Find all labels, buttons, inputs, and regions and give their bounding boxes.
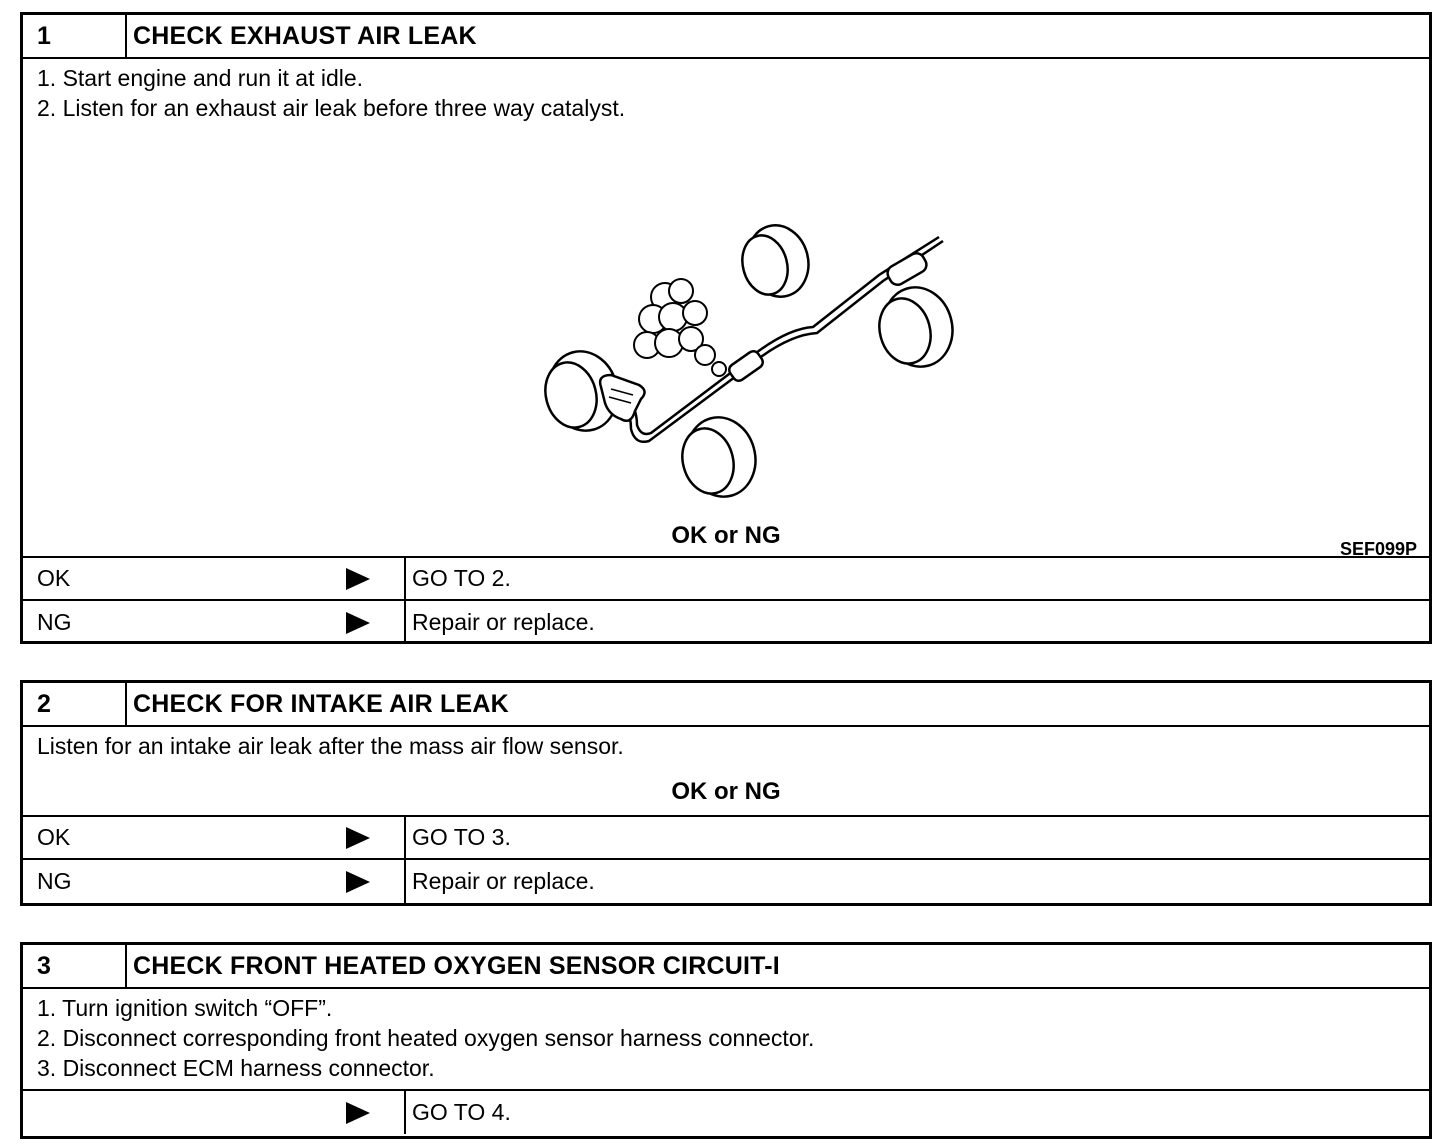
arrow-right-icon bbox=[346, 612, 370, 634]
step-title: CHECK FOR INTAKE AIR LEAK bbox=[133, 689, 509, 718]
result-row-ng bbox=[23, 860, 1429, 903]
step-number: 2 bbox=[23, 683, 127, 725]
step-title: CHECK FRONT HEATED OXYGEN SENSOR CIRCUIT-I bbox=[133, 951, 780, 980]
condition-label: OK bbox=[37, 565, 71, 591]
instruction-line: Listen for an intake air leak after the mass air flow sensor. bbox=[37, 733, 624, 759]
result-condition bbox=[23, 817, 406, 858]
result-row-next bbox=[23, 1091, 1429, 1134]
figure-reference: SEF099P bbox=[1339, 539, 1417, 559]
step-body bbox=[23, 989, 1429, 1091]
step-block-2 bbox=[20, 680, 1432, 906]
condition-label: NG bbox=[37, 609, 72, 635]
step-block-3 bbox=[20, 942, 1432, 1139]
instruction-line: 2. Disconnect corresponding front heated oxygen sensor harness connector. bbox=[37, 1025, 815, 1051]
result-condition bbox=[23, 601, 406, 644]
arrow-right-icon bbox=[346, 827, 370, 849]
step-block-1 bbox=[20, 12, 1432, 644]
result-action: GO TO 2. bbox=[412, 565, 511, 591]
result-condition bbox=[23, 860, 406, 903]
step-body bbox=[23, 59, 1429, 558]
arrow-right-icon bbox=[346, 871, 370, 893]
condition-label: OK bbox=[37, 824, 71, 850]
result-condition bbox=[23, 558, 406, 599]
step-header bbox=[23, 945, 1429, 989]
exhaust-leak-illustration bbox=[523, 219, 963, 509]
step-header bbox=[23, 683, 1429, 727]
result-row-ok bbox=[23, 817, 1429, 860]
instruction-line: 2. Listen for an exhaust air leak before three way catalyst. bbox=[37, 95, 626, 121]
arrow-right-icon bbox=[346, 568, 370, 590]
arrow-right-icon bbox=[346, 1102, 370, 1124]
result-action: GO TO 4. bbox=[412, 1099, 511, 1125]
result-action: Repair or replace. bbox=[412, 868, 595, 894]
instruction-line: 1. Turn ignition switch “OFF”. bbox=[37, 995, 333, 1021]
result-row-ng bbox=[23, 601, 1429, 644]
instruction-line: 1. Start engine and run it at idle. bbox=[37, 65, 364, 91]
ok-or-ng-label: OK or NG bbox=[671, 778, 781, 805]
step-number: 3 bbox=[23, 945, 127, 987]
result-action: Repair or replace. bbox=[412, 609, 595, 635]
step-body bbox=[23, 727, 1429, 817]
instruction-line: 3. Disconnect ECM harness connector. bbox=[37, 1055, 435, 1081]
result-condition bbox=[23, 1091, 406, 1134]
result-action: GO TO 3. bbox=[412, 824, 511, 850]
step-title: CHECK EXHAUST AIR LEAK bbox=[133, 21, 477, 50]
step-header bbox=[23, 15, 1429, 59]
condition-label: NG bbox=[37, 868, 72, 894]
ok-or-ng-label: OK or NG bbox=[671, 522, 781, 549]
result-row-ok bbox=[23, 558, 1429, 601]
step-number: 1 bbox=[23, 15, 127, 57]
